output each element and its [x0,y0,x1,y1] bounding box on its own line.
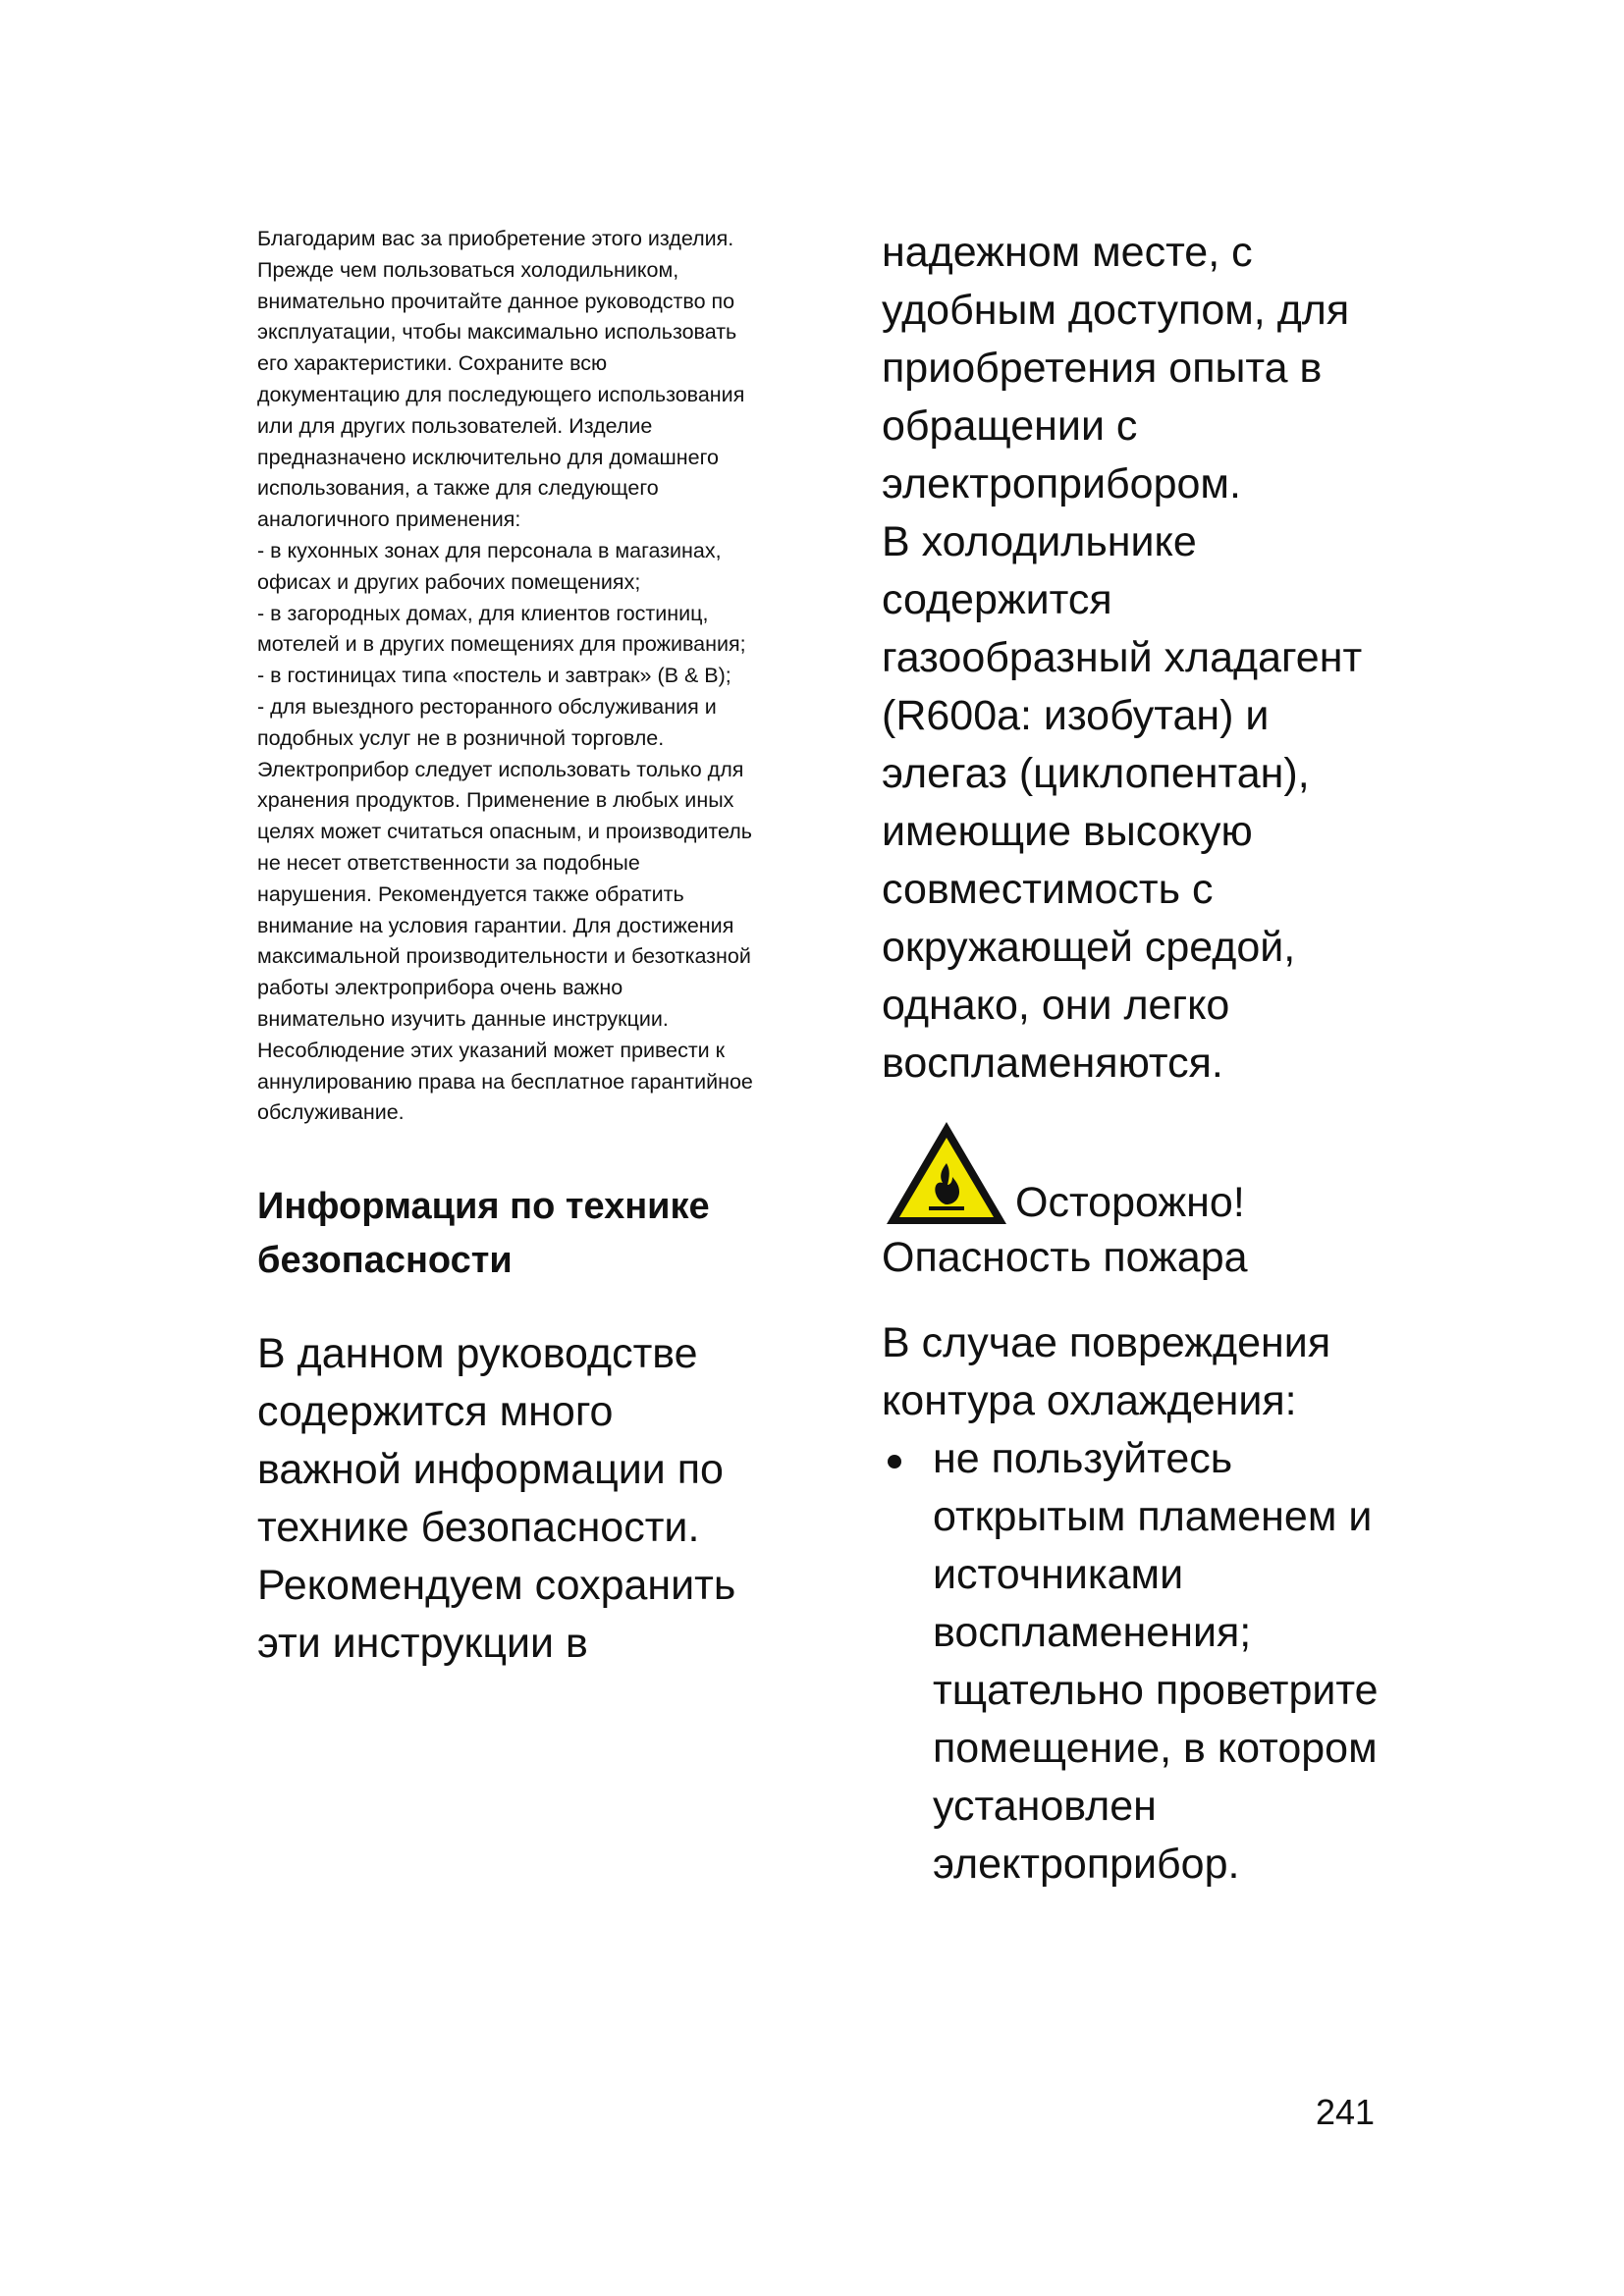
damage-intro: В случае повреждения контура охлаждения: [882,1319,1331,1424]
intro-list-item: - в гостиницах типа «постель и завтрак» (B & B); [257,664,731,688]
bullet-dot-icon [888,1455,901,1468]
bullet-list [882,1430,1392,1894]
fire-warning [882,1116,1392,1287]
safety-heading: Информация по технике безопасности [257,1186,710,1282]
warning-title: Осторожно! [1015,1179,1245,1226]
left-column [257,224,753,1673]
refrigerant-text: В холодильнике содержится газообразный хладагент (R600a: изобутан) и элегаз (циклопентан), имеющие высокую совместимость с окружающей средой, однако, они легко воспламеняются. [882,518,1363,1087]
warning-subtitle: Опасность пожара [882,1234,1248,1281]
intro-paragraph: Прежде чем пользоваться холодильником, внимательно прочитайте данное руководство по эксплуатации, чтобы максимально использовать его характеристики. Сохраните всю документацию для последующего использования или для других пользователей. Изделие предназначено исключительно для домашнего использования, а также для следующего аналогичного применения: [257,257,745,532]
flammable-warning-icon [882,1116,1011,1229]
page-number: 241 [1316,2092,1376,2132]
list-item-text: не пользуйтесь открытым пламенем и источниками воспламенения; тщательно проветрите помещение, в котором установлен электроприбор. [933,1435,1379,1888]
safety-text: В данном руководстве содержится много важной информации по технике безопасности. Рекомендуем сохранить эти инструкции в [257,1330,736,1668]
intro-list-item: - в загородных домах, для клиентов гостиниц, мотелей и в других помещениях для проживания; [257,601,746,657]
intro-list-item: - в кухонных зонах для персонала в магазинах, офисах и других рабочих помещениях; [257,538,722,594]
list-item [882,1430,1392,1894]
intro-section [257,224,753,1129]
intro-paragraph: Электроприбор следует использовать только для хранения продуктов. Применение в любых иных целях может считаться опасным, и производитель не несет ответственности за подобные нарушения. Рекомендуется также обратить внимание на условия гарантии. Для достижения максимальной производительности и безотказной работы электроприбора очень важно внимательно изучить данные инструкции. Несоблюдение этих указаний может привести к аннулированию права на бесплатное гарантийное обслуживание. [257,757,753,1125]
continuation-text: надежном месте, с удобным доступом, для приобретения опыта в обращении с электроприбором. [882,229,1350,507]
warning-row [882,1116,1392,1229]
right-column [882,224,1392,1894]
damage-section [882,1314,1392,1894]
intro-paragraph: Благодарим вас за приобретение этого изделия. [257,227,734,250]
intro-list-item: - для выездного ресторанного обслуживания и подобных услуг не в розничной торговле. [257,694,717,750]
